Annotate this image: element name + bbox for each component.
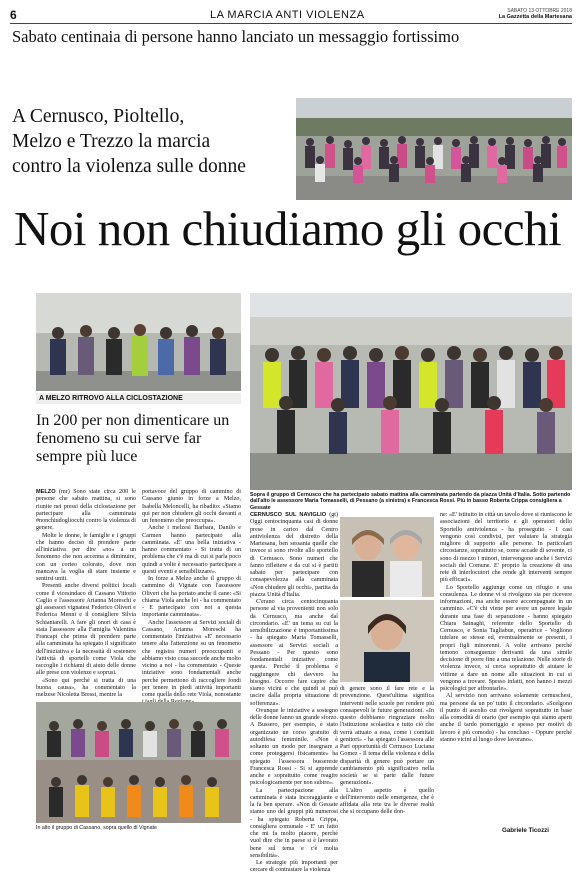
- paragraph: di genere sono il fare rete e la prevenzione. Quest'ultima significa interventi nelle scuole per rendere più consapevoli le future generazioni. «In questo dobbiamo ringraziare molto l'istituzione scolastica e tutto ciò che verrà attuato a essa, come i comitati genitori» - ha spiegato l'assessora alle Pari opportunità di Cernusco Luciana Gomez - Il tema della violenza e della disparità di genere può portare un cambiamento più significativo nella società se si parte dalle future generazioni».: [340, 686, 434, 787]
- melzo-column-1: [36, 489, 136, 700]
- paragraph: La partecipazione alla camminata è stata incoraggiante e la fa ben sperare. «Non di Gessate siamo uno del gruppi più numerosi - ha spiegato Roberta Crippa, consigliera comunale - E' un fatto che mi fa molto piacere, perché vuol dire che in paese si è lavorato bene sul tema e c'è molta sensibilità».: [250, 787, 338, 859]
- subheadline-line: contro la violenza sulle donne: [12, 156, 246, 177]
- page-header: [10, 8, 572, 24]
- cernusco-photo-caption: Sopra il gruppo di Cernusco che ha partecipato sabato mattina alla camminata partendo da piazza Unità d'Italia. Sotto partendo dall'alto le assessore Maria Tomasselli, di Pessano (a sinistra) e Francesca Rossi. Più in basso Roberta Crippa consigliera a Gessate: [250, 492, 571, 511]
- melzo-column-2: [142, 489, 241, 700]
- issue-date: SABATO 13 OTTOBRE 2018: [507, 8, 572, 14]
- paragraph: «Sono qui perché si tratta di una buona causa», ha commentato la melzese Nicoletta Bressi, mentre la: [36, 677, 136, 698]
- cernusco-column-2: [340, 686, 434, 828]
- paragraph: Le strategie più importanti per cercare di contrastare la violenza: [250, 860, 338, 874]
- newspaper-name: La Gazzetta della Martesana: [498, 14, 572, 20]
- subheadline-line: Melzo e Trezzo la marcia: [12, 131, 211, 152]
- dateline-tag: (mr): [59, 489, 70, 495]
- paragraph: ne: «E' istituito in città un tavolo dove si riuniscono le associazioni del territorio e gli operatori dello Sportello antiviolenza - ha proseguito - I casi vengono così condivisi, per valutare la strategia migliore di supporto alle persone. In particolari circostanze, soprattutto se, come accade di sovente, ci sono di mezzo i minori, intervengono anche i Servizi sociali del Comune. E' proprio la creazione di una rete di interlocutori che rende gli interventi sempre più efficaci».: [440, 512, 572, 584]
- paragraph: Al servizio non arrivano solamente cernuschesi, ma persone da un po' tutto il circondario. «Scelgono il punto di ascolto cui rivolgersi soprattutto in base alla comodità di orario (per esempio qui siamo aperti anche il tardo pomeriggio e spesso per motivi di lavoro è più comodo) - ha concluso - Oppure perché stanno vicini al luogo dove lavorano».: [440, 693, 572, 743]
- photo-melzo-group: [36, 293, 241, 391]
- subheadline-line: A Cernusco, Pioltello,: [12, 106, 185, 127]
- melzo-tag: A MELZO RITROVO ALLA CICLOSTAZIONE: [36, 393, 241, 404]
- paragraph: Presenti anche diversi politici locali come il vicesindaco di Cassano Vittorio Caglio e l'assessore Arianna Moreschi e gli assessori vignatesi Federico Oliveri e Federica Menni e il consigliere Silvia Schiantarelli. A fare gli onori di casa è stata l'assessore alla Famiglia Valentina Francapi che prima di prendere parte alla camminata ha spiegato il significato dell'iniziativa e la necessità di sostenere l'attività di sportelli come Viola che raccoglie i richiami di aiuto delle donne alle prese con violenze e soprusi.: [36, 583, 136, 677]
- cernusco-column-3: [440, 512, 572, 824]
- dateline: CERNUSCO SUL NAVIGLIO: [250, 512, 327, 518]
- photo-crowd-top: [296, 98, 572, 200]
- author-signature: Gabriele Ticozzi: [502, 827, 549, 834]
- paragraph: Anche i melzesi Barbara, Danilo e Carmen hanno partecipato alla camminata. «È' una bella iniziativa - hanno commentato - Si tratta di un problema che c'è ma di cui si parla poco quindi a volte è necessario partecipare a questi eventi e sensibilizzare».: [142, 525, 241, 575]
- paragraph: portavoce del gruppo di cammino di Cassano giunto in forze a Melzo, Isabella Meloncelli, ha ribadito: «Siamo qui per non chiudere gli occhi davanti a un fenomeno che preoccupa».: [142, 489, 241, 524]
- paragraph: Molte le donne, le famiglie e i gruppi che hanno deciso di prendere parte all'iniziativa per dire «no» a un fenomeno che non accenna a diminuire, con un corteo colorato, dove non mancava la voglia di stare insieme e sentirsi uniti.: [36, 532, 136, 582]
- kicker: Sabato centinaia di persone hanno lanciato un messaggio fortissimo: [12, 27, 460, 46]
- photo-portrait-tomasselli-rossi: [340, 517, 434, 597]
- paragraph: In forze a Melzo anche il gruppo di cammino di Vignate con l'assessore Oliveri che ha portato anche il cane: «Si chiama Viola anche lei - ha commentato - E partecipato con noi a questa importante camminata».: [142, 576, 241, 619]
- melzo-title: In 200 per non dimenticare un fenomeno su cui serve far sempre più luce: [36, 412, 230, 465]
- subheadline: [12, 104, 290, 179]
- dateline-tag: (gt): [329, 512, 338, 518]
- photo-cassano-vignate: [36, 702, 241, 823]
- article-lead: Oggi centocinquanta casi di donne prese in carico dal Centro antiviolenza del distretto della Martesana, ben sessanta quelle che invece si sono rivolte allo sportello di Cernusco. Sono numeri che fanno riflettere e da cui si è partiti sabato per partecipare con consapevolezza alla camminata «Non chiudere gli occhi», partita da piazza Unità d'Italia.: [250, 519, 338, 598]
- dateline: MELZO: [36, 489, 56, 495]
- section-title: LA MARCIA ANTI VIOLENZA: [210, 9, 365, 21]
- paragraph: C'erano circa centocinquanta persone al via provenienti non solo da Cernusco, ma anche dal circondario. «È' un tema su cui la sensibilizzazione è importantissima - ha spiegato Maria Tomasselli, assessore ai Servizi sociali a Pessano - Per questo sono fondamentali iniziative come questa. Perché il problema è raggiungere chi davvero ha bisogno. Occorre fare capire che siamo vicini e che quindi si può uscire dalla propria situazione di sofferenza».: [250, 599, 338, 707]
- paragraph: L'altro aspetto è quello dell'intervento nelle emergenze, che è affidata alla rete tra le diverse realtà che si occupano delle don-: [340, 787, 434, 816]
- cernusco-column-1: [250, 512, 338, 874]
- paragraph: Lo Sportello aggiunge come un rifugio e una consulenza. Le donne vi si rivolgono sia per ricevere informazioni, ma anche essere accompagnate in un cammino. «C'è chi viene per avere un parere legale durante una fase di separazione - hanno spiegato Chiara Sainaghi, referente dello Sportello di Cernusco, e Sonia Tagliabue, operatrice - Vogliono tutelare se stesse ed, eventualmente se presenti, i propri figli minorenni. A volte arrivano perché temono conseguenze derivanti da una simile decisione di porre fine a una relazione. Nelle storie di violenza invece, si cerca soprattutto di aiutare le vittime a dare un nome alle situazioni in cui si vengono a trovare. Spesso infatti, non hanno i mezzi psicologici per affrontarle».: [440, 584, 572, 692]
- page-number: 6: [10, 8, 17, 22]
- melzo-photo-caption: In alto il gruppo di Cassano, sopra quello di Vignate: [36, 825, 157, 831]
- paragraph: Ovunque le iniziative a sostegno delle donne fanno un grande sforzo. A Bussero, per esempio, è stato organizzato un corso gratuito di autodifesa femminile. «Non è soltanto un modo per insegnare a come proteggersi fisicamente» ha spiegato l'assessora bussereste Francesca Rossi - Si si apprende anche e soprattutto come reagire psicologicamente per non subire».: [250, 707, 338, 787]
- photo-cernusco-group: [250, 293, 572, 490]
- article-lead: Sono state circa 200 le persone che sabato mattina, si sono riunite nei pressi della ciclostazione per partecipare alla camminata #nonchiudogliocchi contro la violenza di genere.: [36, 489, 136, 532]
- photo-portrait-crippa: [340, 600, 434, 682]
- headline: Noi non chiudiamo gli occhi: [14, 201, 562, 256]
- paragraph: Anche l'assessore ai Servizi sociali di Cassano, Arianna Moreschi ha commentato l'iniziativa «E' necessario tenere alta l'attenzione su un fenomeno che registra numeri preoccupanti e abbiamo visto cosa succede anche molto vicino a noi - ha commentato - Queste iniziative sono fondamentali anche perché permettono di raccogliere fondi per tenere in piedi attività importanti come quella dello rete Viola, nonostante: [142, 619, 241, 698]
